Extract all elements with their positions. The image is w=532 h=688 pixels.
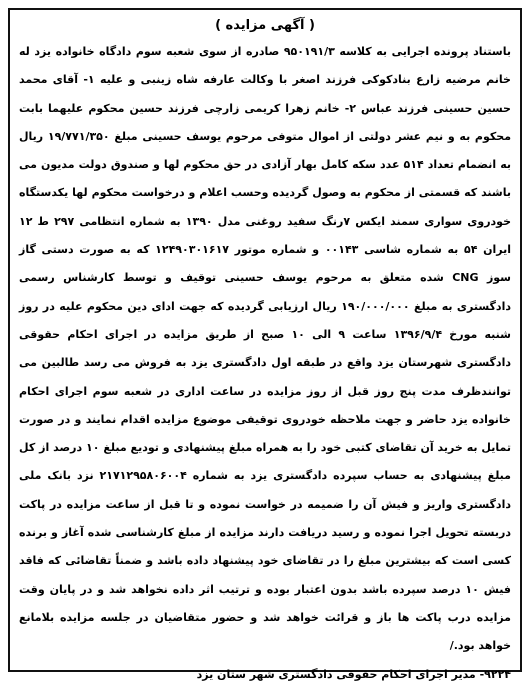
notice-title: ( آگهی مزایده ) [215,18,315,33]
notice-signature: ۹۲۲۴- مدیر اجرای احکام حقوقی دادگستری شهر ستان یزد [196,667,511,681]
auction-notice [8,8,522,681]
notice-body: باستناد پرونده اجرایی به کلاسه ۹۵۰۱۹۱/۳ صادره از سوی شعبه سوم دادگاه خانواده یزد له خانم مرضیه زارع بناد‌کوکی فرزند اصغر با وکالت عارفه شاه زینبی و علیه ۱- آقای محمد حسین حسینی فرزند عباس ۲- خانم زهرا کریمی زارچی فرزند حسین محکوم علیهما بابت محکوم به و نیم عشر دولتی از اموال متوفی مرحوم یوسف حسینی مبلغ ۱۹/۷۷۱/۳۵۰ ریال به انضمام تعداد ۵۱۴ عدد سکه کامل بهار آزادی در حق محکوم لها و صندوق دولت مدیون می باشند که قسمتی از محکوم به وصول گردیده وحسب اعلام و درخواست محکوم لها یکدستگاه خودروی سواری سمند ایکس ۷رنگ سفید روغنی مدل ۱۳۹۰ به شماره انتظامی ۲۹۷ ط ۱۲ ایران ۵۴ به شماره شاسی ۰۰۱۴۳ و شماره موتور ۱۲۴۹۰۳۰۱۶۱۷ که به صورت دستی گاز سوز CNG شده متعلق به مرحوم یوسف حسینی توقیف و توسط کارشناس رسمی دادگستری به مبلغ ۱۹۰/۰۰۰/۰۰۰ ریال ارزیابی گردیده که جهت ادای دین محکوم علیه در روز شنبه مورخ ۱۳۹۶/۹/۴ ساعت ۹ الی ۱۰ صبح از طریق مزایده در اجرای احکام حقوقی دادگستری شهرستان یزد واقع در طبقه اول دادگستری یزد به فروش می رسد طالبین می توانندظرف مدت پنج روز قبل از روز مزایده در ساعت اداری در شعبه سوم اجرای احکام خانواده یزد حاضر و جهت ملاحظه خودروی توقیفی موضوع مزایده اقدام نمایند و در صورت تمایل به خرید آن تقاضای کتبی خود را به همراه مبلغ پیشنهادی و تودیع مبلغ ۱۰ درصد از کل مبلغ پیشنهادی به حساب سپرده دادگستری یزد به شماره ۲۱۷۱۲۹۵۸۰۶۰۰۴ نزد بانک ملی دادگستری واریز و فیش آن را ضمیمه در خواست نموده و تا قبل از ساعت مزایده در پاکت دربسته تحویل اجرا نموده و رسید دریافت دارند مزایده از مبلغ کارشناسی شده آغاز و برنده کسی است که بیشترین مبلغ را در تقاضای خود پیشنهاد داده باشد و ضمناً تقاضائی که فاقد فیش ۱۰ درصد سپرده باشد بدون اعتبار بوده و ترتیب اثر داده نخواهد شد و در پایان وقت مزایده درب پاکت ها باز و قرائت خواهد شد و حضور متقاضیان در جلسه مزایده بلامانع خواهد بود./ [19,45,512,653]
